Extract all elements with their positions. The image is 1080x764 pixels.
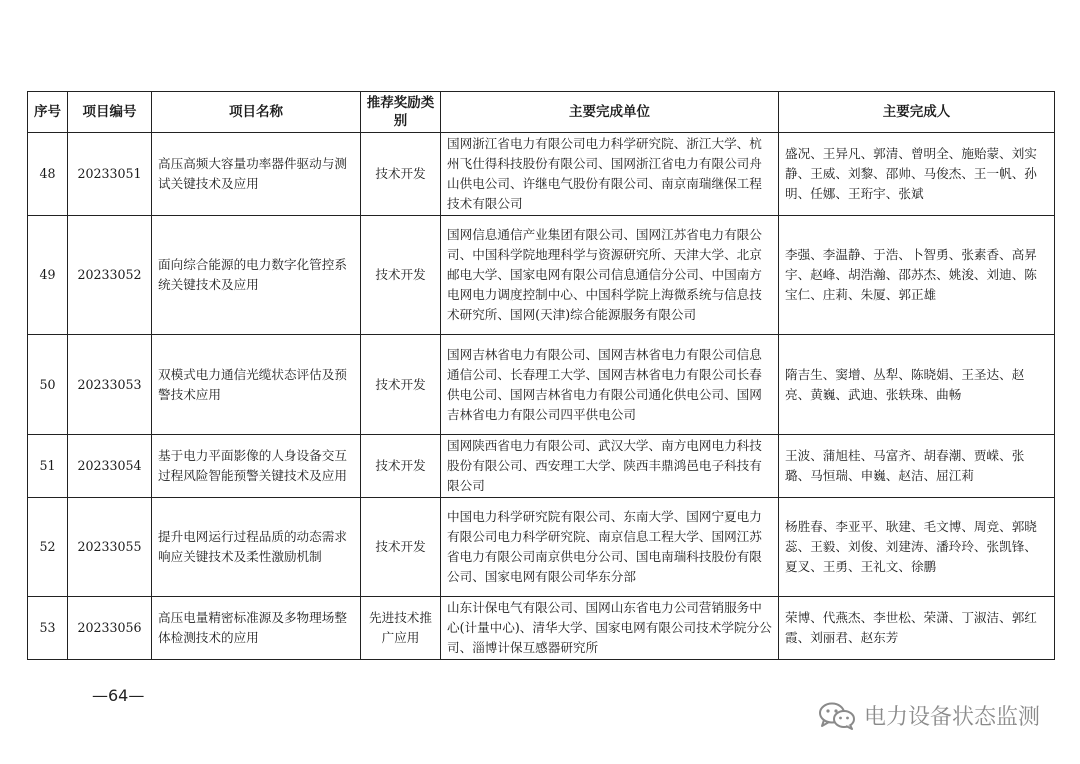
- row-people: 李强、李温静、于浩、卜智勇、张素香、高昇宇、赵峰、胡浩瀚、邵苏杰、姚浚、刘迪、陈宝仁、庄莉、朱厦、郭正雄: [779, 216, 1055, 335]
- row-seq: 52: [28, 498, 68, 597]
- row-code: 20233056: [68, 597, 152, 660]
- header-units: 主要完成单位: [441, 92, 779, 133]
- row-code: 20233054: [68, 435, 152, 498]
- row-units: 山东计保电气有限公司、国网山东省电力公司营销服务中心(计量中心)、清华大学、国家电网有限公司技术学院分公司、淄博计保互感器研究所: [441, 597, 779, 660]
- header-seq: 序号: [28, 92, 68, 133]
- row-people: 隋吉生、窦增、丛犁、陈晓娟、王圣达、赵亮、黄巍、武迪、张轶珠、曲畅: [779, 335, 1055, 435]
- header-name: 项目名称: [152, 92, 361, 133]
- watermark: [818, 700, 1040, 731]
- row-units: 中国电力科学研究院有限公司、东南大学、国网宁夏电力有限公司电力科学研究院、南京信息工程大学、国网江苏省电力有限公司南京供电分公司、国电南瑞科技股份有限公司、国家电网有限公司华东分部: [441, 498, 779, 597]
- row-project-name: 基于电力平面影像的人身设备交互过程风险智能预警关键技术及应用: [152, 435, 361, 498]
- row-units: 国网浙江省电力有限公司电力科学研究院、浙江大学、杭州飞仕得科技股份有限公司、国网浙江省电力有限公司舟山供电公司、许继电气股份有限公司、南京南瑞继保工程技术有限公司: [441, 133, 779, 216]
- row-seq: 51: [28, 435, 68, 498]
- row-project-name: 双模式电力通信光缆状态评估及预警技术应用: [152, 335, 361, 435]
- row-seq: 53: [28, 597, 68, 660]
- table-row: [28, 597, 1055, 660]
- row-category: 技术开发: [361, 335, 441, 435]
- row-people: 盛况、王异凡、郭清、曾明全、施贻蒙、刘实静、王威、刘黎、邵帅、马俊杰、王一帆、孙明、任娜、王珩宇、张斌: [779, 133, 1055, 216]
- table-header-row: [28, 92, 1055, 133]
- watermark-text: 电力设备状态监测: [863, 705, 1040, 730]
- row-seq: 50: [28, 335, 68, 435]
- table-row: [28, 216, 1055, 335]
- row-project-name: 面向综合能源的电力数字化管控系统关键技术及应用: [152, 216, 361, 335]
- table-row: [28, 335, 1055, 435]
- row-code: 20233052: [68, 216, 152, 335]
- awards-table: [27, 91, 1055, 660]
- row-code: 20233053: [68, 335, 152, 435]
- table-row: [28, 435, 1055, 498]
- row-code: 20233051: [68, 133, 152, 216]
- header-category: 推荐奖励类别: [361, 92, 441, 133]
- row-units: 国网信息通信产业集团有限公司、国网江苏省电力有限公司、中国科学院地理科学与资源研究所、天津大学、北京邮电大学、国家电网有限公司信息通信分公司、中国南方电网电力调度控制中心、中国科学院上海微系统与信息技术研究所、国网(天津)综合能源服务有限公司: [441, 216, 779, 335]
- table-row: [28, 498, 1055, 597]
- header-people: 主要完成人: [779, 92, 1055, 133]
- row-category: 技术开发: [361, 498, 441, 597]
- row-seq: 49: [28, 216, 68, 335]
- row-seq: 48: [28, 133, 68, 216]
- row-project-name: 高压电量精密标准源及多物理场整体检测技术的应用: [152, 597, 361, 660]
- row-units: 国网陕西省电力有限公司、武汉大学、南方电网电力科技股份有限公司、西安理工大学、陕西丰鼎鸿邑电子科技有限公司: [441, 435, 779, 498]
- row-category: 技术开发: [361, 435, 441, 498]
- row-people: 王波、蒲旭桂、马富齐、胡春潮、贾嵘、张璐、马恒瑞、申巍、赵洁、屈江莉: [779, 435, 1055, 498]
- header-code: 项目编号: [68, 92, 152, 133]
- row-category: 先进技术推广应用: [361, 597, 441, 660]
- row-project-name: 高压高频大容量功率器件驱动与测试关键技术及应用: [152, 133, 361, 216]
- row-people: 荣博、代燕杰、李世松、荣潇、丁淑洁、郭红霞、刘丽君、赵东芳: [779, 597, 1055, 660]
- row-units: 国网吉林省电力有限公司、国网吉林省电力有限公司信息通信公司、长春理工大学、国网吉林省电力有限公司长春供电公司、国网吉林省电力有限公司通化供电公司、国网吉林省电力有限公司四平供电公司: [441, 335, 779, 435]
- page-number: —64—: [92, 686, 145, 705]
- row-project-name: 提升电网运行过程品质的动态需求响应关键技术及柔性激励机制: [152, 498, 361, 597]
- table-row: [28, 133, 1055, 216]
- wechat-icon: [818, 702, 856, 730]
- row-category: 技术开发: [361, 133, 441, 216]
- row-category: 技术开发: [361, 216, 441, 335]
- row-people: 杨胜春、李亚平、耿建、毛文博、周竞、郭晓蕊、王毅、刘俊、刘建涛、潘玲玲、张凯锋、夏叉、王勇、王礼文、徐鹏: [779, 498, 1055, 597]
- row-code: 20233055: [68, 498, 152, 597]
